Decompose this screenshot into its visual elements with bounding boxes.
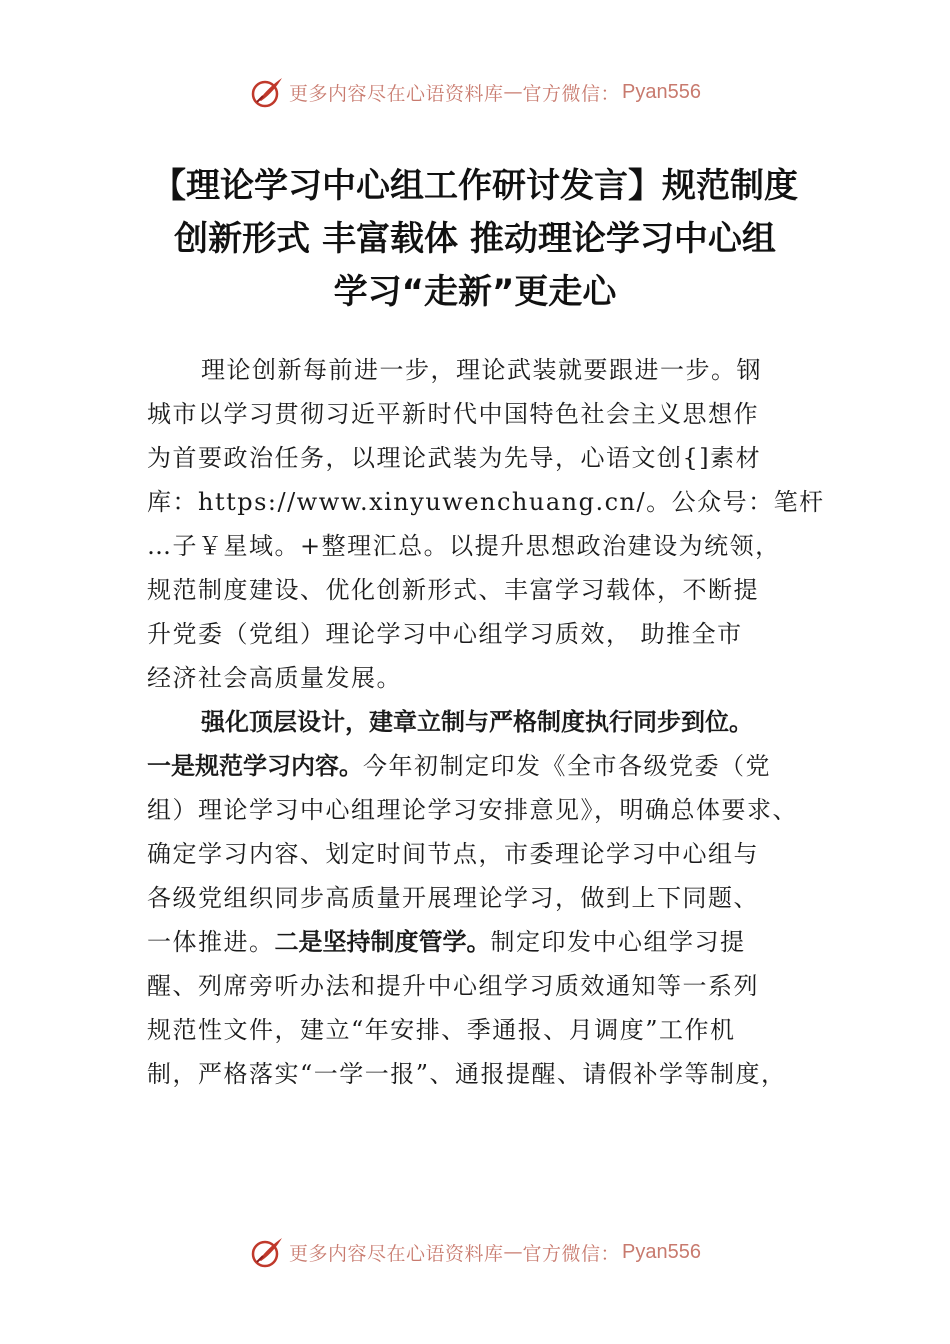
body-line: 组）理论学习中心组理论学习安排意见》，明确总体要求、 (147, 796, 798, 824)
header-watermark-banner (0, 72, 950, 112)
title-line: 【理论学习中心组工作研讨发言】规范制度 (152, 166, 798, 206)
banner-label: 官方微信： (522, 82, 621, 105)
body-line: 为首要政治任务，以理论武装为先导，心语文创{]素材 (147, 444, 762, 472)
body-line: 制，严格落实“一学一报”、通报提醒、请假补学等制度， (147, 1060, 787, 1088)
document-body (147, 348, 827, 1096)
body-line: …子￥星域。+整理汇总。以提升思想政治建设为统领， (147, 532, 781, 560)
body-line: 确定学习内容、划定时间节点，市委理论学习中心组与 (147, 840, 759, 868)
body-text: 制定印发中心组学习提 (490, 928, 746, 956)
body-line: 规范性文件，建立“年安排、季通报、月调度”工作机 (147, 1016, 736, 1044)
point-one-heading: 一是规范学习内容。 (147, 752, 363, 780)
footer-watermark-banner (0, 1232, 950, 1272)
document-title (120, 160, 830, 319)
banner-label: 官方微信： (522, 1242, 621, 1265)
banner-separator: — (503, 81, 523, 103)
banner-text: 更多内容尽在心语资料库 (289, 82, 504, 105)
body-line: 库：https://www.xinyuwenchuang.cn/。公众号：笔杆 (147, 488, 825, 516)
section-heading: 强化顶层设计，建章立制与严格制度执行同步到位。 (201, 708, 753, 736)
quill-logo-icon (249, 74, 285, 110)
paragraph-intro (147, 348, 827, 700)
body-line (147, 744, 827, 788)
body-line (147, 920, 827, 964)
body-line: 各级党组织同步高质量开展理论学习，做到上下同题、 (147, 884, 759, 912)
body-line: 理论创新每前进一步，理论武装就要跟进一步。钢 (201, 356, 762, 384)
body-text: 今年初制定印发《全市各级党委（党 (363, 752, 771, 780)
body-line: 醒、列席旁听办法和提升中心组学习质效通知等一系列 (147, 972, 759, 1000)
title-line: 学习“走新”更走心 (333, 272, 617, 312)
body-line: 升党委（党组）理论学习中心组学习质效， 助推全市 (147, 620, 743, 648)
banner-wechat-id: Pyan556 (622, 80, 701, 103)
body-line: 城市以学习贯彻习近平新时代中国特色社会主义思想作 (147, 400, 759, 428)
banner-text: 更多内容尽在心语资料库 (289, 1242, 504, 1265)
point-two-heading: 二是坚持制度管学。 (274, 928, 491, 956)
banner-separator: — (503, 1241, 523, 1263)
body-text: 一体推进。 (147, 928, 275, 956)
quill-logo-icon (249, 1234, 285, 1270)
banner-wechat-id: Pyan556 (622, 1240, 701, 1263)
body-line: 经济社会高质量发展。 (147, 664, 402, 692)
paragraph-top-level-design (147, 700, 827, 1096)
body-line: 规范制度建设、优化创新形式、丰富学习载体，不断提 (147, 576, 759, 604)
title-line: 创新形式 丰富载体 推动理论学习中心组 (174, 219, 776, 259)
